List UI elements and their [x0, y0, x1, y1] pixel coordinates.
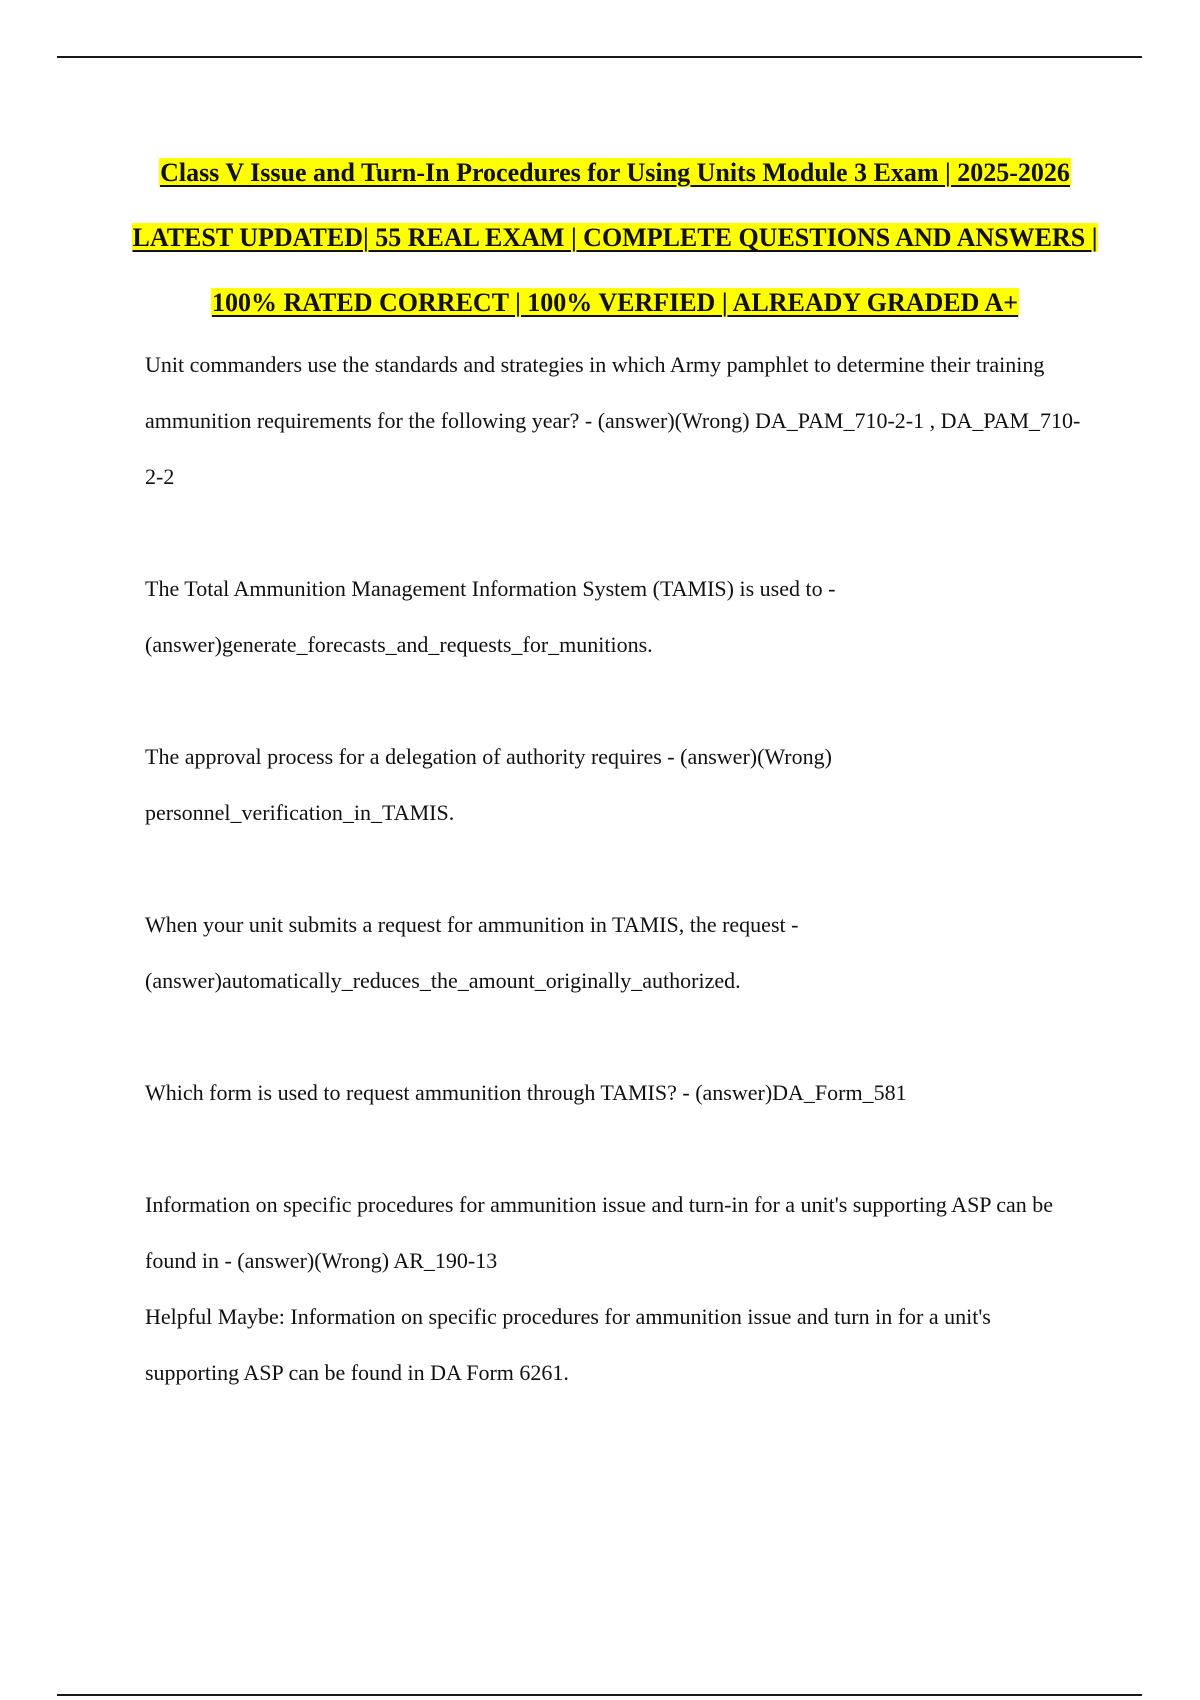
qa-entry-5: Which form is used to request ammunition through TAMIS? - (answer)DA_Form_581 [145, 1080, 907, 1105]
document-title-text: Class V Issue and Turn-In Procedures for Using Units Module 3 Exam | 2025-2026 LATEST UPDATED| 55 REAL EXAM | COMPLETE QUESTIONS AND ANSWERS | 100% RATED CORRECT | 100% VERFIED | ALREADY GRADED A+ [132, 158, 1098, 317]
qa-entry-3: The approval process for a delegation of authority requires - (answer)(Wrong) personnel_verification_in_TAMIS. [145, 744, 832, 825]
qa-entry-6: Information on specific procedures for ammunition issue and turn-in for a unit's supporting ASP can be found in - (answer)(Wrong) AR_190-13 [145, 1192, 1054, 1273]
qa-entry-6-hint: Helpful Maybe: Information on specific procedures for ammunition issue and turn in for a unit's supporting ASP can be found in DA Form 6261. [145, 1304, 991, 1385]
footer-rule [57, 1694, 1142, 1696]
header-rule [57, 56, 1142, 58]
document-title [130, 140, 1100, 335]
qa-entry-1: Unit commanders use the standards and strategies in which Army pamphlet to determine their training ammunition requirements for the following year? - (answer)(Wrong) DA_PAM_710-2-1 , DA_PAM_710-2-2 [145, 352, 1081, 489]
qa-entry-4: When your unit submits a request for ammunition in TAMIS, the request - (answer)automatically_reduces_the_amount_originally_authorized. [145, 912, 799, 993]
document-page [132, 140, 1098, 1401]
qa-entry-2: The Total Ammunition Management Information System (TAMIS) is used to - (answer)generate_forecasts_and_requests_for_munitions. [145, 576, 836, 657]
